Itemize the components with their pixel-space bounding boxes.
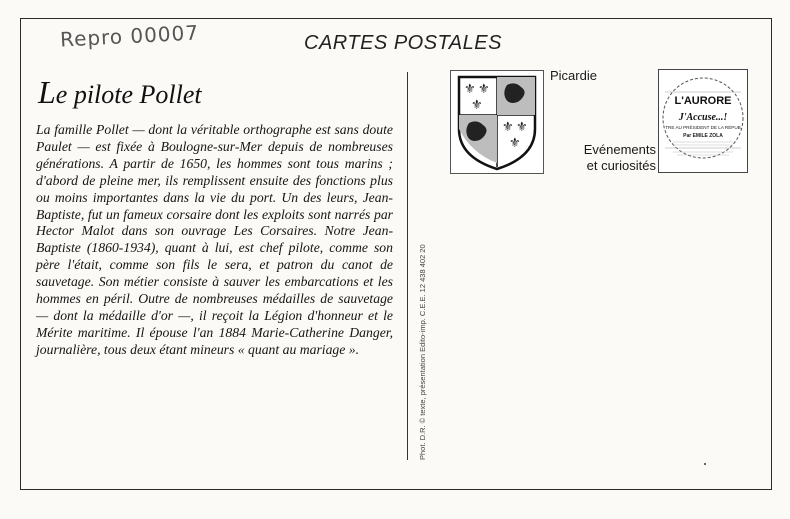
- stamp-newspaper: L'AURORE: [674, 95, 732, 107]
- svg-text:⚜: ⚜: [509, 135, 521, 150]
- stamp-subline: TRE AU PRÉSIDENT DE LA RÉPUB: [665, 125, 741, 130]
- category-label: [568, 142, 656, 174]
- title-initial: L: [38, 74, 56, 110]
- region-emblem-box: [450, 70, 544, 174]
- svg-text:⚜: ⚜: [502, 119, 514, 134]
- center-divider: [407, 72, 408, 460]
- article-title: [38, 74, 202, 111]
- category-line-2: et curiosités: [586, 158, 656, 173]
- stamp-graphic: [659, 70, 747, 172]
- svg-text:⚜: ⚜: [471, 97, 483, 112]
- speck: [704, 463, 706, 465]
- stamp: [658, 69, 748, 173]
- svg-text:⚜: ⚜: [516, 119, 528, 134]
- article-body: La famille Pollet — dont la véritable orthographe est sans doute Paulet — est fixée à Boulogne-sur-Mer depuis de nombreuses générations. A partir de 1650, les hommes sont tous marins ; d'abord de pleine mer, ils remplissent ensuite des fonctions plus ou moins importantes dans la vie du port. Un des leurs, Jean-Baptiste, fut un fameux corsaire dont les exploits sont narrés par Hector Malot dans son ouvrage Les Corsaires. Notre Jean-Baptiste (1860-1934), quant à lui, est chef pilote, comme son père l'était, comme son fils le sera, et patron du canot de sauvetage. Son métier consiste à sauver les embarcations et les hommes en péril. Outre de nombreuses médailles de sauvetage — dont la médaille d'or —, il reçoit la Légion d'honneur et le Mérite maritime. Il épouse l'an 1884 Marie-Catherine Danger, journalière, tous deux étant mineurs « quant au mariage ».: [36, 122, 393, 357]
- handwritten-note: Repro 00007: [59, 20, 200, 52]
- coat-of-arms-icon: [451, 71, 543, 173]
- header-title: CARTES POSTALES: [304, 32, 502, 54]
- region-label: Picardie: [550, 68, 597, 83]
- svg-text:⚜: ⚜: [464, 81, 476, 96]
- category-line-1: Evénements: [583, 142, 656, 157]
- stamp-headline: J'Accuse...!: [678, 112, 728, 123]
- title-rest: e pilote Pollet: [55, 80, 202, 109]
- stamp-byline: Par EMILE ZOLA: [683, 133, 723, 139]
- credit-line: Phot. D.R. © texte, présentation Edito-imp. C.E.E. 12 438 402 20: [418, 244, 427, 460]
- svg-text:⚜: ⚜: [478, 81, 490, 96]
